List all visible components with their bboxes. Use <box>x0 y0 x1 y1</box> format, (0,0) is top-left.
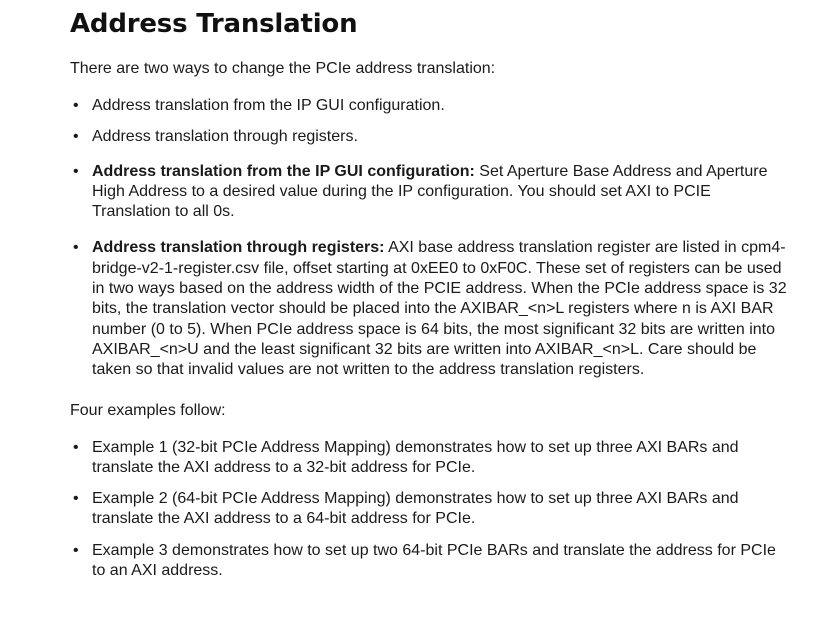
list-item <box>70 541 790 582</box>
bullet-icon: • <box>73 239 79 257</box>
list-item-text: Example 3 demonstrates how to set up two 64-bit PCIe BARs and translate the address for PCIe to an AXI address. <box>92 541 776 580</box>
bullet-icon: • <box>73 438 79 456</box>
list-item <box>70 162 790 223</box>
list-item <box>70 96 790 116</box>
document-page <box>70 0 790 581</box>
list-item-text: Example 1 (32-bit PCIe Address Mapping) demonstrates how to set up three AXI BARs and translate the AXI address to a 32-bit address for PCIe. <box>92 438 739 476</box>
list-item-title: Address translation through registers: <box>92 239 385 257</box>
list-item-text: Set Aperture Base Address and Aperture High Address to a desired value during the IP configuration. You should set AXI to PCIE Translation to all 0s. <box>92 162 768 221</box>
bullet-icon: • <box>73 541 79 559</box>
examples-list <box>70 438 790 582</box>
list-item-text: Example 2 (64-bit PCIe Address Mapping) demonstrates how to set up three AXI BARs and translate the AXI address to a 64-bit address for PCIe. <box>92 490 739 528</box>
section-heading: Address Translation <box>70 9 358 39</box>
list-item-text: AXI base address translation register are listed in cpm4-bridge-v2-1-register.csv file, offset starting at 0xEE0 to 0xF0C. These set of registers can be used in two ways based on the address width of the PCIE address. When the PCIe address space is 32 bits, the translation vector should be placed into the AXIBAR_<n>L registers where n is AXI BAR number (0 to 5). When PCIe address space is 64 bits, the most significant 32 bits are written into AXIBAR_<n>U and the least significant 32 bits are written into AXIBAR_<n>L. Care should be taken so that invalid values are not written to the address translation registers. <box>92 239 787 379</box>
intro-paragraph: There are two ways to change the PCIe address translation: <box>70 60 496 77</box>
bullet-icon: • <box>73 97 79 114</box>
bullet-icon: • <box>73 128 79 146</box>
list-item <box>70 489 790 530</box>
list-item-text: Address translation from the IP GUI configuration. <box>92 97 445 114</box>
translation-methods-list <box>70 96 790 381</box>
list-item-title: Address translation from the IP GUI configuration: <box>92 162 475 180</box>
list-item-text: Address translation through registers. <box>92 128 358 146</box>
list-item <box>70 438 790 479</box>
list-item <box>70 238 790 380</box>
bullet-icon: • <box>73 162 79 180</box>
list-item <box>70 127 790 147</box>
examples-intro: Four examples follow: <box>70 401 226 419</box>
bullet-icon: • <box>73 490 79 508</box>
